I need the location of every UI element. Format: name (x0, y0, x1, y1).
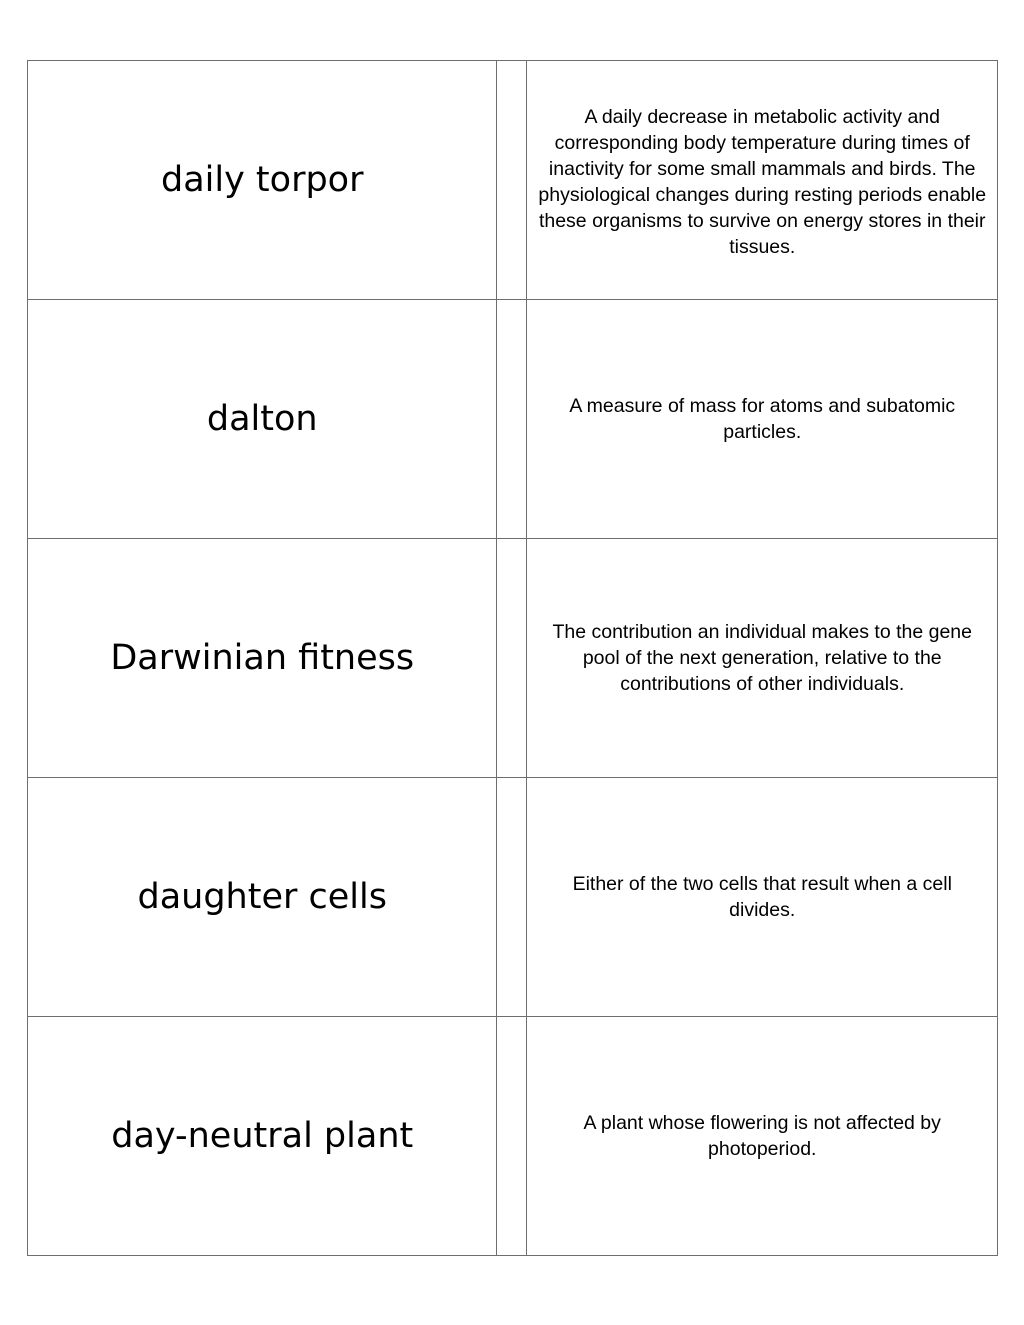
flashcard-table (27, 60, 998, 1256)
term-cell (28, 778, 497, 1017)
gap-cell (497, 61, 527, 300)
definition-cell (527, 778, 998, 1017)
definition-text: A measure of mass for atoms and subatomic particles. (569, 395, 956, 443)
term-text: day-neutral plant (111, 1116, 414, 1156)
term-cell (28, 61, 497, 300)
gap-cell (497, 1017, 527, 1256)
term-text: daughter cells (137, 877, 387, 917)
term-cell (28, 1017, 497, 1256)
flashcard-row (28, 539, 998, 778)
definition-cell (527, 61, 998, 300)
definition-cell (527, 300, 998, 539)
definition-text: The contribution an individual makes to the gene pool of the next generation, relative to the contributions of other individuals. (552, 621, 972, 695)
definition-text: Either of the two cells that result when a cell divides. (572, 873, 952, 921)
flashcard-row (28, 778, 998, 1017)
gap-cell (497, 778, 527, 1017)
term-text: dalton (206, 399, 318, 439)
flashcard-row (28, 61, 998, 300)
term-cell (28, 539, 497, 778)
definition-cell (527, 1017, 998, 1256)
flashcard-row (28, 1017, 998, 1256)
term-cell (28, 300, 497, 539)
flashcard-row (28, 300, 998, 539)
definition-text: A plant whose flowering is not affected by photoperiod. (583, 1112, 941, 1160)
definition-text: A daily decrease in metabolic activity and corresponding body temperature during times of inactivity for some small mammals and birds. The physiological changes during resting periods enable these organisms to survive on energy stores in their tissues. (538, 106, 987, 258)
definition-cell (527, 539, 998, 778)
gap-cell (497, 300, 527, 539)
term-text: daily torpor (160, 160, 364, 200)
gap-cell (497, 539, 527, 778)
term-text: Darwinian fitness (110, 638, 415, 678)
